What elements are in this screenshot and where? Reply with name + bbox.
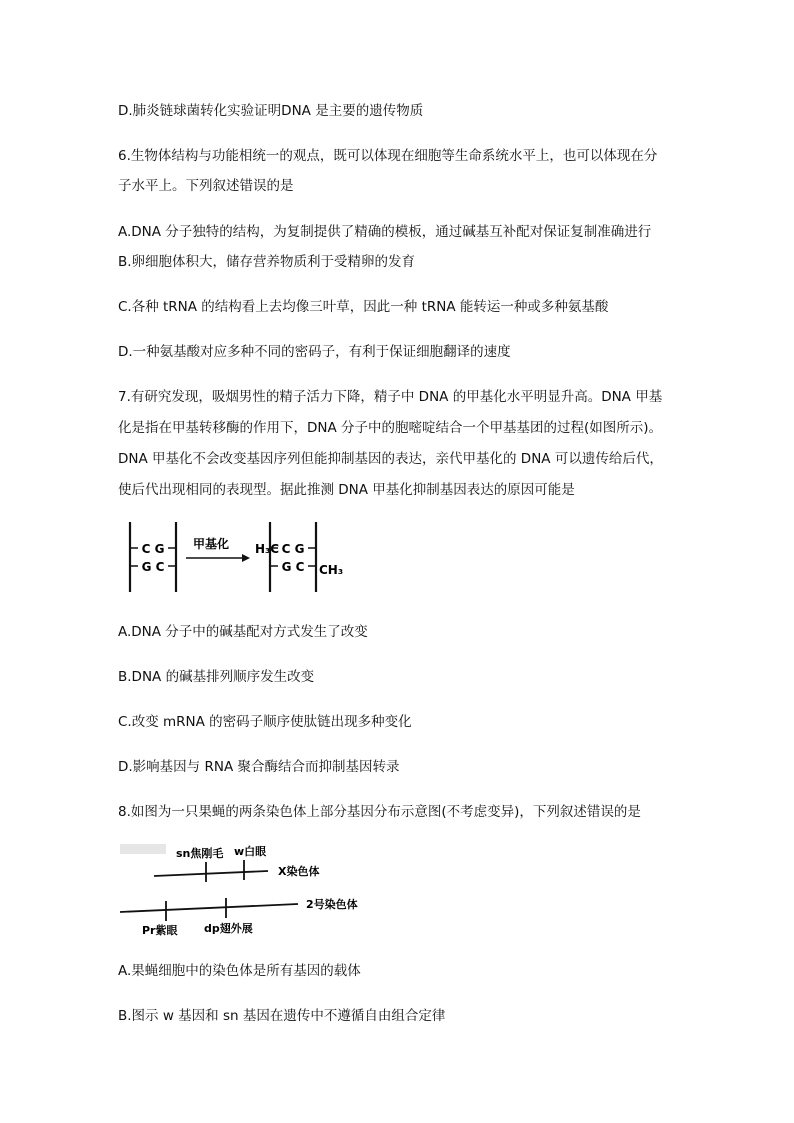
question-7-option-d: D.影响基因与 RNA 聚合酶结合而抑制基因转录 <box>118 759 400 775</box>
right-bottom-bases: G C <box>281 560 305 574</box>
chromosome-diagram <box>118 838 378 938</box>
question-7-stem: 7.有研究发现，吸烟男性的精子活力下降，精子中 DNA 的甲基化水平明显升高。DNA 甲基 <box>118 389 663 405</box>
question-8-stem: 8.如图为一只果蝇的两条染色体上部分基因分布示意图(不考虑变异)，下列叙述错误的是 <box>118 804 641 820</box>
option-text: D.肺炎链球菌转化实验证明DNA 是主要的遗传物质 <box>118 103 424 119</box>
x-chromosome-label: X染色体 <box>278 865 320 878</box>
pr-label: Pr紫眼 <box>142 924 178 937</box>
arrow-label: 甲基化 <box>192 537 230 551</box>
arrow-head-icon <box>242 554 250 562</box>
question-6-stem-cont: 子水平上。下列叙述错误的是 <box>118 178 294 194</box>
question-7-stem-cont: DNA 甲基化不会改变基因序列但能抑制基因的表达，亲代甲基化的 DNA 可以遗传给后代， <box>118 451 663 467</box>
question-8-option-b: B.图示 w 基因和 sn 基因在遗传中不遵循自由组合定律 <box>118 1008 446 1024</box>
question-6-option-d: D.一种氨基酸对应多种不同的密码子，有利于保证细胞翻译的速度 <box>118 344 511 360</box>
sn-label: sn焦刚毛 <box>176 847 224 860</box>
chromosome-2-label: 2号染色体 <box>306 898 358 911</box>
question-8-option-a: A.果蝇细胞中的染色体是所有基因的载体 <box>118 963 361 979</box>
left-top-bases: C G <box>141 542 165 556</box>
question-7-option-a: A.DNA 分子中的碱基配对方式发生了改变 <box>118 624 368 640</box>
chromosome-2 <box>120 904 298 912</box>
question-6-stem: 6.生物体结构与功能相统一的观点，既可以体现在细胞等生命系统水平上，也可以体现在分 <box>118 148 658 164</box>
question-7-stem-cont: 使后代出现相同的表现型。据此推测 DNA 甲基化抑制基因表达的原因可能是 <box>118 482 575 498</box>
question-6-option-a: A.DNA 分子独特的结构，为复制提供了精确的模板，通过碱基互补配对保证复制准确进行 <box>118 224 652 240</box>
left-bottom-bases: G C <box>141 560 165 574</box>
question-7-stem-cont: 化是指在甲基转移酶的作用下，DNA 分子中的胞嘧啶结合一个甲基基团的过程(如图所示)。 <box>118 420 663 436</box>
question-7-option-c: C.改变 mRNA 的密码子顺序使肽链出现多种变化 <box>118 714 412 730</box>
x-chromosome <box>154 871 268 876</box>
dp-label: dp翅外展 <box>204 922 253 935</box>
question-6-option-b: B.卵细胞体积大，储存营养物质利于受精卵的发育 <box>118 254 416 270</box>
methylation-diagram <box>118 516 378 596</box>
right-top-bases: C G <box>281 542 305 556</box>
w-label: w白眼 <box>234 845 267 858</box>
question-6-option-c: C.各种 tRNA 的结构看上去均像三叶草，因此一种 tRNA 能转运一种或多种氨基酸 <box>118 299 609 315</box>
question-7-option-b: B.DNA 的碱基排列顺序发生改变 <box>118 669 315 685</box>
h3c-label: H₃C <box>255 542 280 556</box>
ch3-label: CH₃ <box>319 563 344 577</box>
